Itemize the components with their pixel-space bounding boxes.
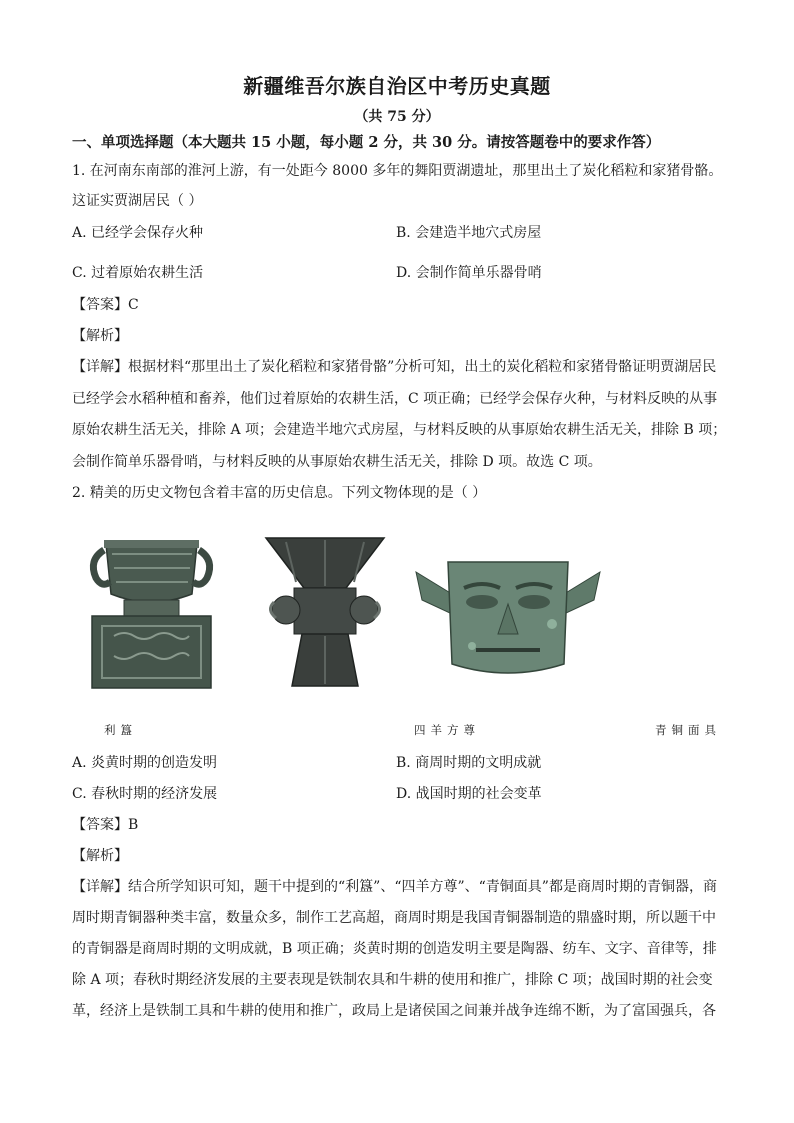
q2-option-b: B. 商周时期的文明成就 [396, 755, 542, 771]
q1-detail-line3: 原始农耕生活无关，排除 A 项；会建造半地穴式房屋，与材料反映的从事原始农耕生活无关，排除 B 项； [72, 422, 727, 438]
four-ram-zun-image [256, 532, 394, 692]
q1-detail-line2: 已经学会水稻种植和畜养，他们过着原始的农耕生活，C 项正确；已经学会保存火种，与材料反映的从事 [72, 391, 718, 407]
page-title: 新疆维吾尔族自治区中考历史真题 [243, 74, 551, 98]
q2-option-a: A. 炎黄时期的创造发明 [72, 755, 218, 771]
bronze-mask-image [412, 554, 604, 682]
q2-detail-line5: 革，经济上是铁制工具和牛耕的使用和推广，政局上是诸侯国之间兼并战争连绵不断，为了富国强兵，各 [72, 1003, 716, 1019]
q2-option-c: C. 春秋时期的经济发展 [72, 786, 218, 802]
q2-detail-line2: 周时期青铜器种类丰富，数量众多，制作工艺高超，商周时期是我国青铜器制造的鼎盛时期，所以题干中 [72, 910, 716, 926]
q2-analysis-label: 【解析】 [72, 848, 128, 864]
q2-detail-line4: 除 A 项；春秋时期经济发展的主要表现是铁制农具和牛耕的使用和推广，排除 C 项；战国时期的社会变 [72, 972, 713, 988]
q2-detail-line3: 的青铜器是商周时期的文明成就，B 项正确；炎黄时期的创造发明主要是陶器、纺车、文字、音律等，排 [72, 941, 717, 957]
caption-li-gui: 利簋 [104, 723, 137, 737]
q2-stem: 2. 精美的历史文物包含着丰富的历史信息。下列文物体现的是（ ） [72, 485, 487, 501]
q1-detail-line4: 会制作简单乐器骨哨，与材料反映的从事原始农耕生活无关，排除 D 项。故选 C 项。 [72, 454, 602, 470]
caption-four-ram-zun: 四羊方尊 [414, 723, 480, 737]
q1-stem-line1: 1. 在河南东南部的淮河上游，有一处距今 8000 多年的舞阳贾湖遗址，那里出土了炭化稻粒和家猪骨骼。 [72, 163, 723, 179]
q1-option-b: B. 会建造半地穴式房屋 [396, 225, 542, 241]
q1-option-d: D. 会制作简单乐器骨哨 [396, 265, 542, 281]
q1-option-a: A. 已经学会保存火种 [72, 225, 204, 241]
page-subtitle: （共 75 分） [354, 109, 440, 125]
q1-stem-line2: 这证实贾湖居民（ ） [72, 193, 203, 209]
q1-answer: 【答案】C [72, 297, 139, 313]
q2-detail-line1: 【详解】结合所学知识可知，题干中提到的“利簋”、“四羊方尊”、“青铜面具”都是商周时期的青铜器，商 [72, 879, 717, 895]
q1-analysis-label: 【解析】 [72, 328, 128, 344]
q2-option-d: D. 战国时期的社会变革 [396, 786, 542, 802]
q2-answer: 【答案】B [72, 817, 139, 833]
li-gui-image [84, 532, 219, 692]
q1-detail-line1: 【详解】根据材料“那里出土了炭化稻粒和家猪骨骼”分析可知，出土的炭化稻粒和家猪骨骼证明贾湖居民 [72, 359, 717, 375]
caption-bronze-mask: 青铜面具 [655, 723, 721, 737]
section-heading: 一、单项选择题（本大题共 15 小题，每小题 2 分，共 30 分。请按答题卷中的要求作答） [72, 134, 661, 151]
q1-option-c: C. 过着原始农耕生活 [72, 265, 204, 281]
